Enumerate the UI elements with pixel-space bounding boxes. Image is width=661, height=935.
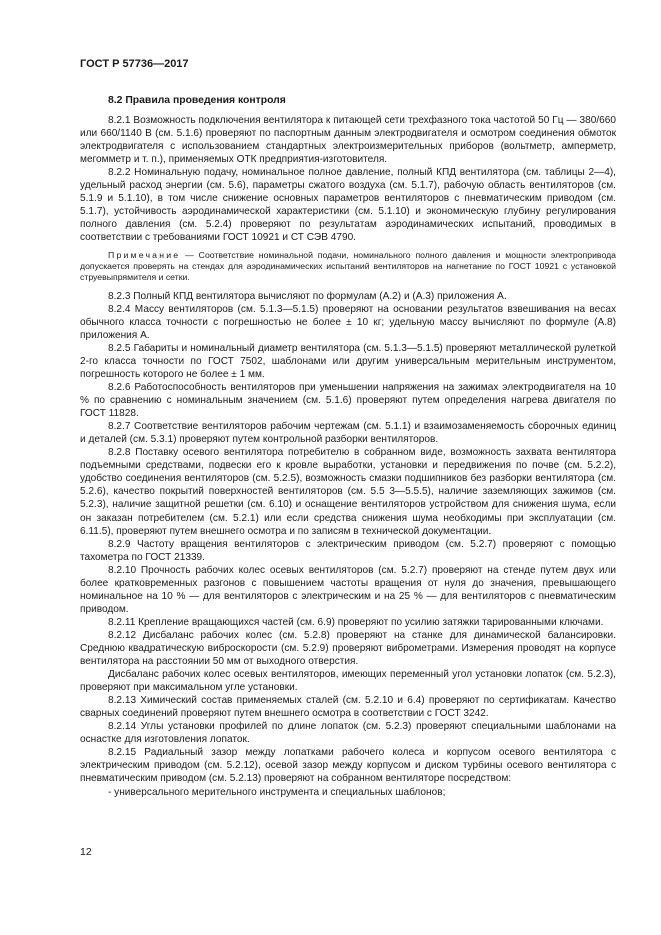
paragraph-8-2-1: 8.2.1 Возможность подключения вентилятора к питающей сети трехфазного тока частотой 50 Гц — 380/660 или 660/1140 В (см. 5.1.6) проверяют по паспортным данным электродвигателя и осмотром соединения обмоток электродвигателя с использованием стандартных электроизмерительных приборов (вольтметр, амперметр, мегомметр и т. п.), применяемых ОТК предприятия-изготовителя. [80, 115, 616, 166]
paragraph-8-2-10: 8.2.10 Прочность рабочих колес осевых вентиляторов (см. 5.2.7) проверяют на стенде путем двух или более кратковременных разгонов с повышением частоты вращения от нуля до значения, превышающего номинальное на 10 % — для вентиляторов с электрическим и на 25 % — для вентиляторов с пневматическим приводом. [80, 564, 616, 615]
paragraph-8-2-2: 8.2.2 Номинальную подачу, номинальное полное давление, полный КПД вентилятора (см. таблицы 2—4), удельный расход энергии (см. 5.6), параметры сжатого воздуха (см. 5.1.7), рабочую область вентиляторов (см. 5.1.9 и 5.1.10), в том числе снижение основных параметров вентиляторов с пневматическим приводом (см. 5.1.7), устойчивость аэродинамической характеристики (см. 5.1.10) и экономическую глубину регулирования полного давления (см. 5.2.4) проверяют по результатам аэродинамических испытаний, проводимых в соответствии с требованиями ГОСТ 10921 и СТ СЭВ 4790. [80, 167, 616, 244]
page-number: 12 [80, 846, 92, 858]
paragraph-8-2-5: 8.2.5 Габариты и номинальный диаметр вентилятора (см. 5.1.3—5.1.5) проверяют металлической рулеткой 2-го класса точности по ГОСТ 7502, шаблонами или другим универсальным мерительным инструментом, погрешность которого не более ± 1 мм. [80, 342, 616, 381]
page-content [80, 94, 616, 799]
note-block [80, 250, 616, 284]
paragraph-8-2-7: 8.2.7 Соответствие вентиляторов рабочим чертежам (см. 5.1.1) и взаимозаменяемость сборочных единиц и деталей (см. 5.3.1) проверяют путем контрольной разборки вентиляторов. [80, 421, 616, 446]
paragraph-8-2-3: 8.2.3 Полный КПД вентилятора вычисляют по формулам (А.2) и (А.3) приложения А. [108, 290, 507, 302]
paragraph-8-2-12: 8.2.12 Дисбаланс рабочих колес (см. 5.2.8) проверяют на станке для динамической балансировки. Среднюю квадратическую виброскорости (см. 5.2.9) проверяют виброметрами. Измерения проводят на корпусе вентилятора на расстоянии 50 мм от выходного отверстия. [80, 629, 616, 668]
document-code-header: ГОСТ Р 57736—2017 [80, 58, 189, 70]
paragraph-8-2-15: 8.2.15 Радиальный зазор между лопатками рабочего колеса и корпусом осевого вентилятора с электрическим приводом (см. 5.2.12), осевой зазор между корпусом и диском турбины осевого вентилятора с пневматическим приводом (см. 5.2.13) проверяют на собранном вентиляторе посредством: [80, 747, 616, 785]
paragraph-8-2-9: 8.2.9 Частоту вращения вентиляторов с электрическим приводом (см. 5.2.7) проверяют с помощью тахометра по ГОСТ 21339. [80, 538, 616, 563]
paragraph-8-2-6: 8.2.6 Работоспособность вентиляторов при уменьшении напряжения на зажимах электродвигателя на 10 % по сравнению с номинальным значением (см. 5.1.6) проверяют путем определения нагрева двигателя по ГОСТ 11828. [80, 382, 616, 420]
paragraph-8-2-4: 8.2.4 Массу вентиляторов (см. 5.1.3—5.1.5) проверяют на основании результатов взвешивания на весах обычного класса точности с погрешностью не более ± 10 кг; удельную массу вычисляют по формуле (А.8) приложения А. [80, 303, 616, 341]
section-title: 8.2 Правила проведения контроля [108, 95, 286, 106]
note-text: — Соответствие номинальной подачи, номинального полного давления и мощности электропривода допускается проверять на стендах для аэродинамических испытаний вентиляторов на нагнетание по ГОСТ 10921 с установкой струевыпрямителя и сетки. [80, 249, 616, 283]
paragraph-8-2-8: 8.2.8 Поставку осевого вентилятора потребителю в собранном виде, возможность захвата вентилятора подъемными средствами, подвески его к кровле выработки, установки и передвижения по почве (см. 5.2.2), удобство соединения вентиляторов (см. 5.2.5), возможность смазки подшипников без разборки вентилятора (см. 5.2.6), качество покрытий поверхностей вентиляторов (см. 5.5 3—5.5.5), наличие заземляющих зажимов (см. 5.2.3), наличие защитной решетки (см. 6.10) и оснащение вентиляторов устройством для снижения шума, если он заказан потребителем (см. 5.2.1) или если средства снижения шума необходимы при эксплуатации (см. 6.11.5), проверяют путем внешнего осмотра и по записям в технической документации. [80, 447, 616, 537]
paragraph-8-2-13: 8.2.13 Химический состав применяемых сталей (см. 5.2.10 и 6.4) проверяют по сертификатам. Качество сварных соединений проверяют путем внешнего осмотра в соответствии с ГОСТ 3242. [80, 695, 616, 720]
list-item: - универсального мерительного инструмента и специальных шаблонов; [108, 786, 446, 798]
paragraph-8-2-14: 8.2.14 Углы установки профилей по длине лопаток (см. 5.2.3) проверяют специальными шаблонами на оснастке для изготовления лопаток. [80, 721, 616, 746]
paragraph-8-2-11: 8.2.11 Крепление вращающихся частей (см. 6.9) проверяют по усилию затяжки тарированными ключами. [108, 616, 604, 628]
paragraph-8-2-12-continued: Дисбаланс рабочих колес осевых вентиляторов, имеющих переменный угол установки лопаток (см. 5.2.3), проверяют при максимальном угле установки. [80, 669, 616, 694]
note-label: Примечание [108, 249, 181, 260]
